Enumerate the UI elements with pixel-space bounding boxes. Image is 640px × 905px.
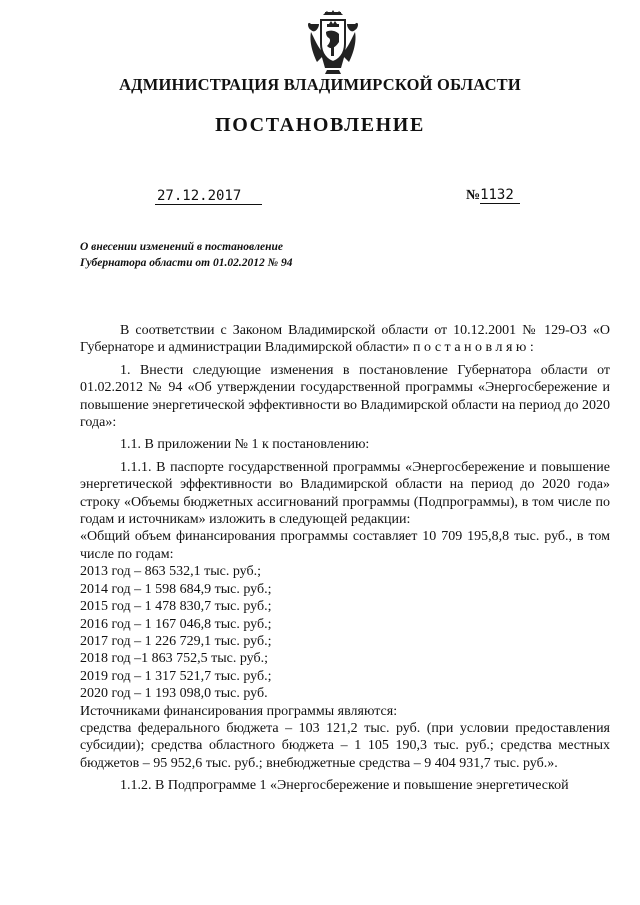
item-1-1-2: 1.1.2. В Подпрограмме 1 «Энергосбережение и повышение энергетической <box>120 778 569 794</box>
year-line: 2015 год – 1 478 830,7 тыс. руб.; <box>80 599 272 615</box>
year-line: 2020 год – 1 193 098,0 тыс. руб. <box>80 686 268 702</box>
item-1-1: 1.1. В приложении № 1 к постановлению: <box>120 437 370 453</box>
year-line: 2017 год – 1 226 729,1 тыс. руб.; <box>80 633 272 649</box>
document-number <box>466 187 520 204</box>
year-line: 2013 год – 863 532,1 тыс. руб.; <box>80 564 261 580</box>
organization-name: АДМИНИСТРАЦИЯ ВЛАДИМИРСКОЙ ОБЛАСТИ <box>119 75 521 94</box>
total-funding: «Общий объем финансирования программы составляет 10 709 195,8,8 тыс. руб., в том числе по годам: <box>80 529 610 562</box>
year-line: 2018 год –1 863 752,5 тыс. руб.; <box>80 651 268 667</box>
year-line: 2014 год – 1 598 684,9 тыс. руб.; <box>80 581 272 597</box>
item-1-1-1: 1.1.1. В паспорте государственной программы «Энергосбережение и повышение энергетической эффективности во Владимирской области на период до 2020 года» строку «Объемы бюджетных ассигнований программы (Подпрограммы), в том числе по годам и источникам» изложить в следующей редакции: <box>80 459 610 528</box>
document-subject <box>80 239 292 271</box>
document-type-title: ПОСТАНОВЛЕНИЕ <box>215 114 425 136</box>
number-sign: № <box>466 188 481 203</box>
subject-line-2: Губернатора области от 01.02.2012 № 94 <box>80 257 293 269</box>
document-date: 27.12.2017 <box>155 188 262 205</box>
preamble-paragraph <box>80 322 610 357</box>
document-body <box>80 322 610 795</box>
sources-title: Источниками финансирования программы являются: <box>80 703 398 719</box>
number-value: 1132 <box>480 187 520 204</box>
funding-sources: средства федерального бюджета – 103 121,2 тыс. руб. (при условии предоставления субсидии); средства областного бюджета – 1 105 190,3 тыс. руб.; средства местных бюджетов – 95 952,6 тыс. руб.; внебюджетные средства – 9 404 931,7 тыс. руб.». <box>80 720 610 771</box>
preamble-text: В соответствии с Законом Владимирской области от 10.12.2001 № 129-ОЗ «О Губернаторе и администрации Владимирской области» <box>80 323 610 356</box>
item-1: 1. Внести следующие изменения в постановление Губернатора области от 01.02.2012 № 94 «Об утверждении государственной программы «Энергосбережение и повышение энергетической эффективности во Владимирской области на период до 2020 года»: <box>80 362 610 431</box>
year-line: 2016 год – 1 167 046,8 тыс. руб.; <box>80 616 272 632</box>
year-line: 2019 год – 1 317 521,7 тыс. руб.; <box>80 668 272 684</box>
coat-of-arms-icon <box>305 10 361 74</box>
resolution-word: постановляю: <box>412 340 538 356</box>
subject-line-1: О внесении изменений в постановление <box>80 241 284 253</box>
